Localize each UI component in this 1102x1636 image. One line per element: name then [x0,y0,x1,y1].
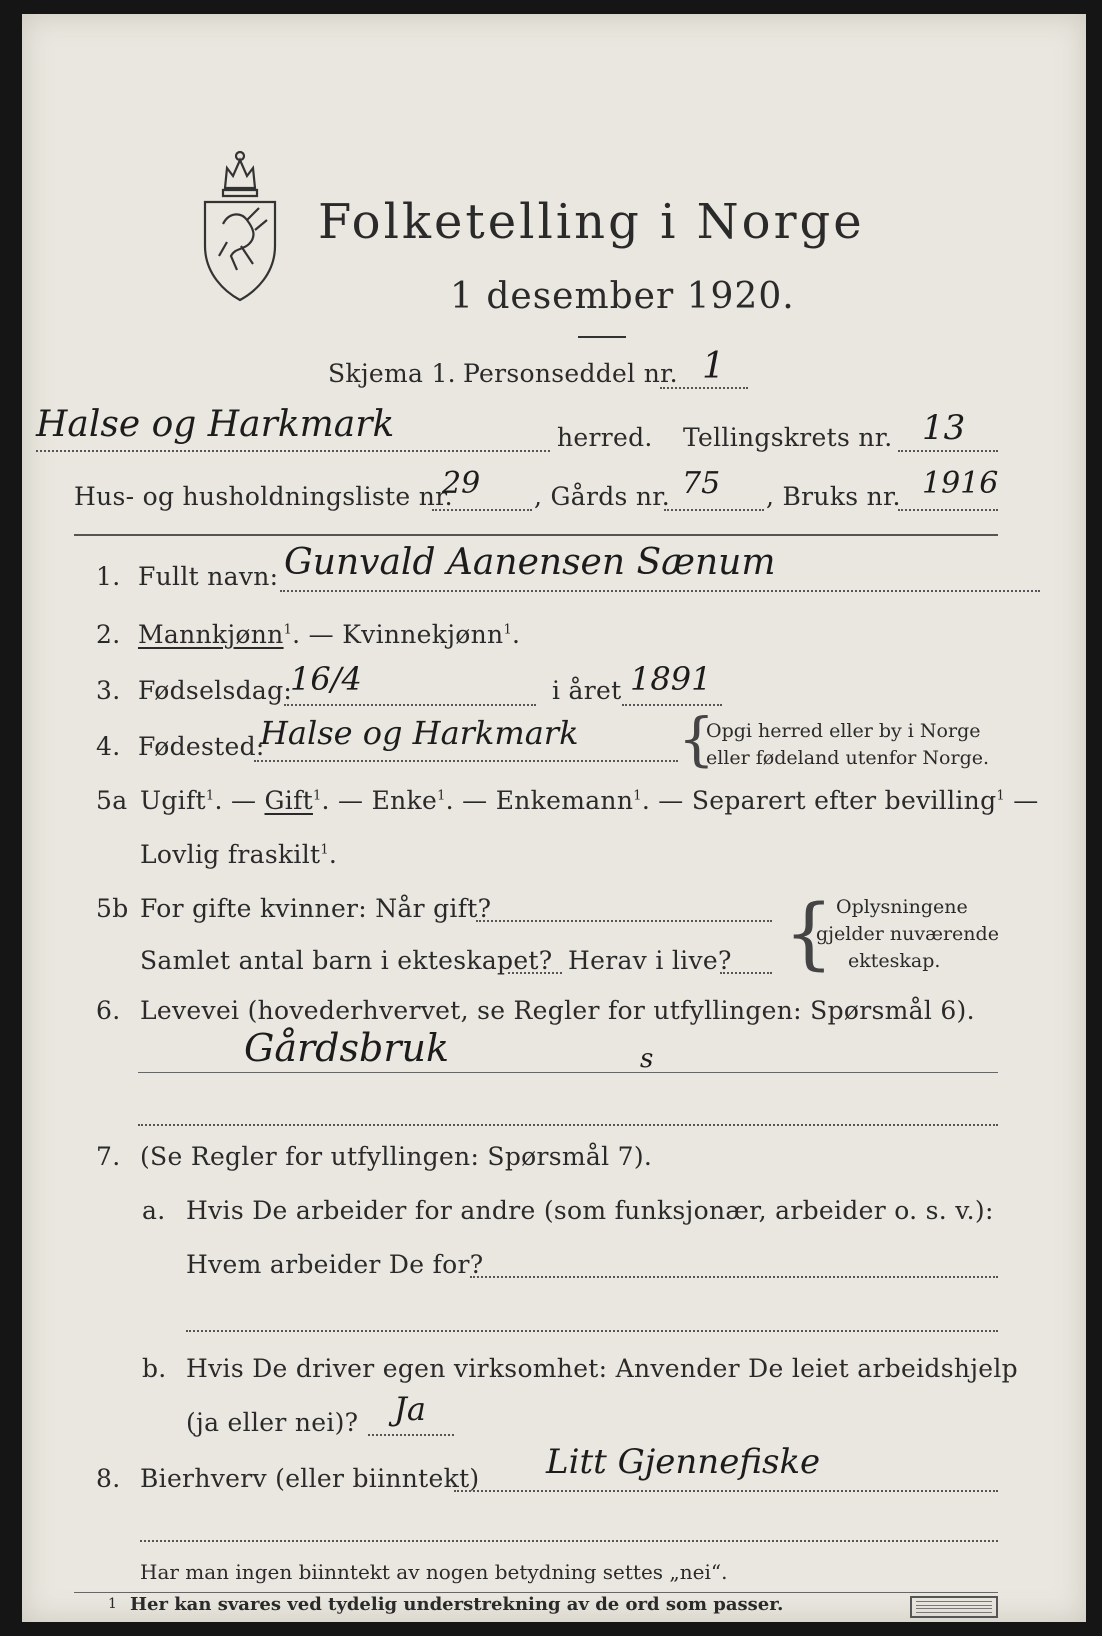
form-title: Folketelling i Norge [318,194,865,250]
herred-value: Halse og Harkmark [36,404,395,445]
q4-note-line2: eller fødeland utenfor Norge. [706,747,990,769]
occupation-mark: s [640,1044,654,1074]
q5a-number: 5a [96,786,128,815]
q3-label: Fødselsdag: [138,676,293,705]
gards-line [664,509,764,511]
personseddel-value: 1 [702,346,725,387]
q5b-number: 5b [96,894,129,923]
q8-label: Bierhverv (eller biinntekt) [140,1464,480,1493]
side-income-line-1 [454,1490,998,1492]
personseddel-line [660,387,748,389]
employer-line-1 [470,1276,998,1278]
bruks-value: 1916 [922,466,999,501]
schema-label: Skjema 1. [328,359,456,388]
q7b-letter: b. [142,1354,167,1383]
occupation-line-2 [138,1124,998,1126]
birthdate-line [284,704,536,706]
birthplace-value: Halse og Harkmark [260,714,579,752]
q7a-line2: Hvem arbeider De for? [186,1250,484,1279]
form-date: 1 desember 1920. [450,276,795,317]
full-name-line [280,590,1040,592]
full-name-value: Gunvald Aanensen Sænum [284,542,776,583]
gards-value: 75 [682,466,721,501]
hired-help-line [368,1434,454,1436]
footnote-mark: 1 [108,1596,117,1612]
children-count-line [508,972,562,974]
printer-stamp-icon [910,1596,998,1618]
q7-number: 7. [96,1142,121,1171]
husliste-value: 29 [442,466,481,501]
q5b-line1: For gifte kvinner: Når gift? [140,894,492,923]
q7-label: (Se Regler for utfyllingen: Spørsmål 7). [140,1142,653,1171]
male-option: Mannkjønn [138,620,284,649]
employer-line-2 [186,1330,998,1332]
occupation-line-1 [138,1072,998,1073]
husliste-line [432,509,532,511]
tellingskrets-label: Tellingskrets nr. [683,423,893,452]
female-option: Kvinnekjønn [342,620,504,649]
herred-line [36,450,550,452]
birth-year-value: 1891 [630,660,712,698]
q3-number: 3. [96,676,121,705]
q6-label: Levevei (hovederhvervet, se Regler for utfyllingen: Spørsmål 6). [140,996,975,1025]
q1-label: Fullt navn: [138,562,279,591]
q5b-note-line2: gjelder nuværende [816,923,999,945]
gards-label: , Gårds nr. [534,482,671,511]
q2-number: 2. [96,620,121,649]
q7b-line1: Hvis De driver egen virksomhet: Anvender De leiet arbeidshjelp [186,1354,1018,1383]
title-divider [578,336,626,338]
footnote-text: Her kan svares ved tydelig understrekning av de ord som passer. [130,1594,784,1615]
q5b-note-line3: ekteskap. [848,950,941,972]
q5b-line2a: Samlet antal barn i ekteskapet? [140,946,553,975]
when-married-line [476,920,772,922]
q4-label: Fødested: [138,732,265,761]
q5b-line2b: Herav i live? [568,946,732,975]
q6-number: 6. [96,996,121,1025]
q5b-brace: { [784,889,834,979]
side-income-value: Litt Gjennefiske [546,1442,821,1482]
herred-label: herred. [557,423,653,452]
personseddel-label: Personseddel nr. [463,359,678,388]
husliste-label: Hus- og husholdningsliste nr. [74,482,453,511]
q7a-line1: Hvis De arbeider for andre (som funksjonær, arbeider o. s. v.): [186,1196,994,1225]
census-form-sheet [22,14,1086,1622]
tellingskrets-value: 13 [922,408,966,448]
q4-brace: { [678,705,715,773]
tellingskrets-line [898,450,998,452]
side-income-line-2 [140,1540,998,1542]
year-label: i året [552,676,622,705]
norwegian-coat-of-arms-icon [197,146,283,302]
occupation-value: Gårdsbruk [244,1026,449,1070]
q8-number: 8. [96,1464,121,1493]
q2-sex-options: Mannkjønn$^1$. — Kvinnekjønn$^1$. [138,620,521,649]
q4-number: 4. [96,732,121,761]
hired-help-value: Ja [394,1390,426,1428]
bruks-label: , Bruks nr. [766,482,901,511]
q7a-letter: a. [142,1196,166,1225]
children-alive-line [720,972,772,974]
q5b-note-line1: Oplysningene [836,896,968,918]
q8-note: Har man ingen biinntekt av nogen betydning settes „nei“. [140,1560,728,1584]
bruks-line [898,509,998,511]
header-separator [74,534,998,536]
q5a-marital-options: Ugift$^1$. — Gift$^1$. — Enke$^1$. — Enkemann$^1$. — Separert efter bevilling$^1$ — [140,786,1039,815]
q5a-divorced-option: Lovlig fraskilt$^1$. [140,840,338,869]
q1-number: 1. [96,562,121,591]
q7b-line2: (ja eller nei)? [186,1408,359,1437]
footnote-separator [74,1592,998,1593]
q4-note-line1: Opgi herred eller by i Norge [706,720,981,742]
birthplace-line [254,760,678,762]
married-option: Gift [264,786,313,815]
birthdate-value: 16/4 [290,660,362,698]
